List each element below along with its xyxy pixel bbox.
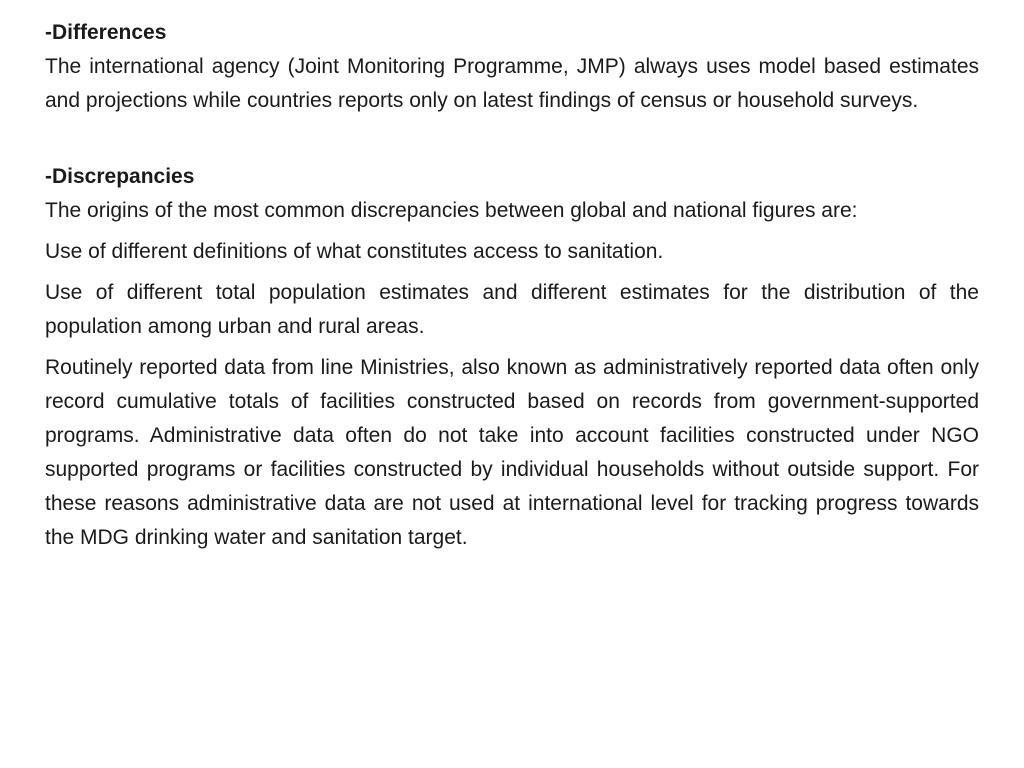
- discrepancy-item-population-estimates: Use of different total population estimates and different estimates for the distribution of the population among urban and rural areas.: [45, 281, 979, 338]
- discrepancy-item-administrative-data: Routinely reported data from line Ministries, also known as administratively reported data often only record cumulative totals of facilities constructed based on records from government-supported programs. Administrative data often do not take into account facilities constructed under NGO supported programs or facilities constructed by individual households without outside support. For these reasons administrative data are not used at international level for tracking progress towards the MDG drinking water and sanitation target.: [45, 356, 979, 549]
- discrepancies-intro: The origins of the most common discrepancies between global and national figures are:: [45, 199, 858, 222]
- discrepancy-item-definitions: Use of different definitions of what constitutes access to sanitation.: [45, 240, 664, 263]
- section-spacer: [45, 125, 979, 160]
- differences-section: [45, 16, 979, 118]
- discrepancies-heading: -Discrepancies: [45, 165, 195, 188]
- differences-heading: -Differences: [45, 21, 167, 44]
- differences-text: The international agency (Joint Monitoring Programme, JMP) always uses model based estimates and projections while countries reports only on latest findings of census or household surveys.: [45, 55, 979, 112]
- discrepancies-section: [45, 160, 979, 555]
